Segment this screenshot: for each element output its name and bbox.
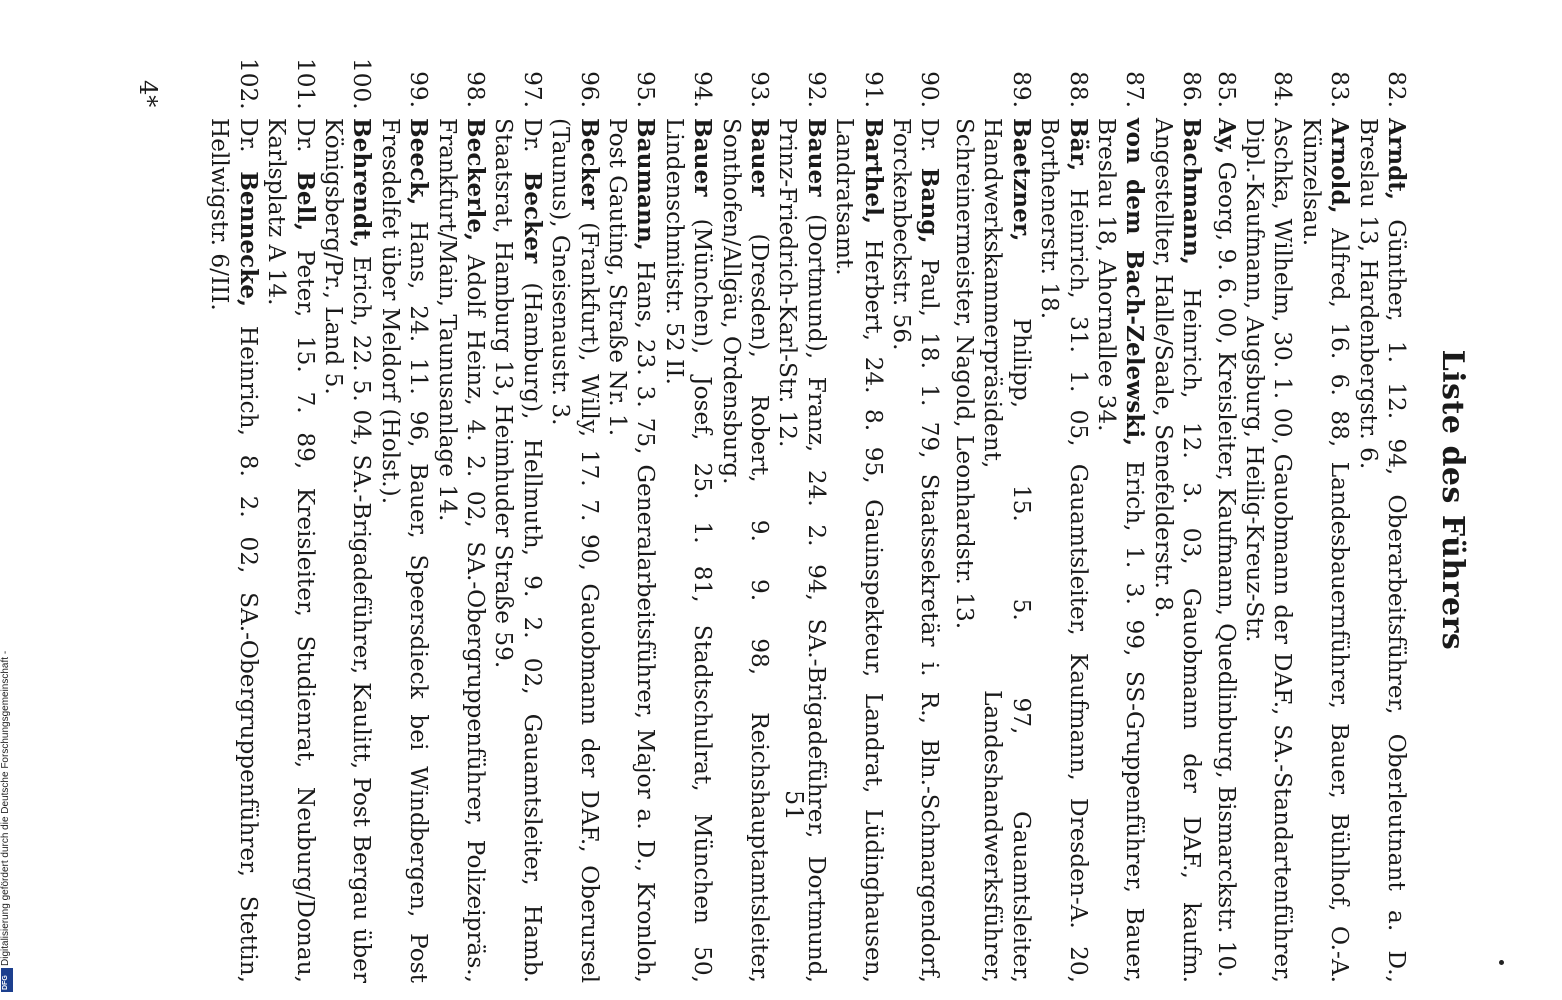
entry-details: Heinrich, 12. 3. 03, Gauobmann der DAF., kaufm. Angestellter, Halle/Saale, Senefelderstr. 8. [1149, 118, 1206, 983]
entry-details: (Frankfurt), Willy, 17. 7. 90, Gauobmann der DAF., Oberursel (Taunus), Gneisenaustr. 3. [547, 118, 603, 983]
entry-surname: Bauer [802, 118, 830, 197]
entry-number: 99. [405, 71, 433, 108]
entry-text [262, 112, 319, 983]
entry-details: Herbert, 24. 8. 95, Gauinspekteur, Landrat, Lüdinghausen, Landratsamt. [831, 118, 887, 983]
entry-surname: Bär, [1064, 118, 1092, 172]
entry-number: 102. [234, 58, 262, 110]
entry-details: (München), Josef, 25. 1. 81, Stadtschulrat, München 50, Lindenschmitstr. 52 II. [660, 118, 717, 983]
entry-details: Erich, 1. 3. 99, SS-Gruppenführer, Bauer, Breslau 18, Ahornallee 34. [1092, 118, 1149, 983]
entry-surname: Becker [575, 118, 603, 210]
list-entry [603, 58, 660, 983]
entry-text [205, 112, 262, 983]
entry-surname: Behrendt, [348, 118, 376, 249]
entry-number: 92. [802, 71, 830, 108]
entry-text [659, 112, 716, 983]
list-entry [1240, 58, 1297, 983]
entry-text [319, 112, 376, 983]
entry-surname: Arnold, [1326, 118, 1354, 214]
entry-details: Hans, 24. 11. 96, Bauer, Speersdieck bei Windbergen, Post Fresdelfet über Meldorf (Holst.). [376, 118, 433, 983]
list-entry [546, 58, 603, 983]
entry-details: Heinrich, 8. 2. 02, SA.-Obergruppenführer, Stettin, Hellwigstr. 6/III. [206, 118, 262, 983]
digitization-note-text: Digitalisierung gefördert durch die Deutsche Forschungsgemeinschaft - [0, 650, 11, 966]
entry-text [1148, 112, 1205, 983]
entry-text [1035, 112, 1092, 983]
entry-number: 86. [1178, 71, 1206, 108]
list-entry [489, 58, 546, 983]
list-entry [830, 58, 887, 983]
entry-surname: Bauer [689, 118, 717, 197]
list-entry [716, 58, 773, 983]
list-entry [1296, 58, 1353, 983]
entry-number: 95. [632, 71, 660, 108]
entry-details: Peter, 15. 7. 89, Kreisleiter, Studienrat, Neuburg/Donau, Karlsplatz A 14. [263, 118, 319, 983]
entry-text [1211, 112, 1239, 983]
entry-details: Paul, 18. 1. 79, Staatssekretär i. R., Bln.-Schmargendorf, Forckenbeckstr. 56. [888, 118, 944, 984]
entry-surname: Baetzner, [1007, 118, 1035, 242]
list-entry [375, 58, 432, 983]
entry-text [603, 112, 660, 983]
entry-number: 100. [348, 58, 376, 110]
entry-text [830, 112, 887, 983]
entry-surname: Bennecke, [234, 171, 262, 308]
entry-number: 93. [746, 71, 774, 108]
entry-details: Alfred, 16. 6. 88, Landesbauernführer, Bauer, Bühlhof, O.-A. Künzelsau. [1297, 118, 1354, 983]
entry-text [432, 112, 489, 983]
list-entry [950, 58, 1035, 983]
entry-number: 90. [916, 71, 944, 108]
entry-text [489, 112, 546, 983]
entry-number: 83. [1326, 71, 1354, 108]
entry-number: 91. [859, 71, 887, 108]
list-entry [1092, 58, 1149, 983]
entry-text [950, 112, 1035, 983]
entry-number: 101. [291, 58, 319, 110]
entry-number: 89. [1007, 71, 1035, 108]
list-entry [319, 58, 376, 983]
list-entry [1035, 58, 1092, 983]
entry-number: 96. [575, 71, 603, 108]
entry-surname: Becker [518, 171, 546, 264]
entry-text [375, 112, 432, 983]
entry-surname: Arndt, [1383, 118, 1410, 201]
list-entry [1211, 58, 1239, 983]
entry-details: Hans, 23. 3. 75, Generalarbeitsführer, Major a. D., Kronloh, Post Gauting, Straße Nr. 1. [604, 118, 660, 983]
entry-details: (Hamburg), Hellmuth, 9. 2. 02, Gauamtsleiter, Hamb. Staatsrat, Hamburg 13, Heimhuder Straße 59. [490, 118, 546, 984]
entry-text [1353, 112, 1410, 983]
list-entry [432, 58, 489, 983]
entry-surname: Baumann, [632, 118, 660, 251]
entry-prefix: Dr. [291, 118, 319, 172]
entry-number: 85. [1212, 71, 1240, 108]
entry-text [1296, 112, 1353, 983]
entry-text [887, 112, 944, 983]
entry-prefix: Dr. [916, 118, 944, 168]
digitization-note [0, 606, 14, 994]
entry-text [716, 112, 773, 983]
entry-text [773, 112, 830, 983]
entry-text [1240, 112, 1297, 983]
entry-number: 84. [1269, 71, 1297, 108]
entry-details: Erich, 22. 5. 04, SA.-Brigadeführer, Kaulitt, Post Bergau über Königsberg/Pr., Land 5. [319, 118, 376, 983]
dfg-logo [1, 968, 13, 992]
entry-list [205, 58, 1410, 983]
entry-details: Georg, 9. 6. 00, Kreisleiter, Kaufmann, Quedlinburg, Bismarckstr. 10. [1212, 154, 1240, 978]
entry-number: 88. [1064, 71, 1092, 108]
entry-number: 82. [1383, 71, 1410, 108]
entry-surname: Beeck, [405, 118, 433, 206]
list-entry [1353, 58, 1410, 983]
list-entry [659, 58, 716, 983]
list-entry [262, 58, 319, 983]
entry-surname: Bang, [916, 167, 944, 244]
entry-text [546, 112, 603, 983]
entry-number: 97. [518, 71, 546, 108]
entry-details: Heinrich, 31. 1. 05, Gauamtsleiter, Kaufmann, Dresden-A. 20, Borthenerstr. 18. [1036, 118, 1092, 983]
ink-speck [1499, 960, 1504, 965]
entry-surname: Barthel, [859, 118, 887, 225]
entry-details: Philipp, 15. 5. 97, Gauamtsleiter, Handwerkskammerpräsident, Landeshandwerksführer, Schreinermeister, Nagold, Leonhardstr. 13. [950, 118, 1035, 983]
dfg-logo-text: DFG [2, 975, 9, 990]
list-entry [1148, 58, 1205, 983]
entry-details: Adolf Heinz, 4. 2. 02, SA.-Obergruppenführer, Polizeipräs., Frankfurt/Main, Taunusanlage 14. [433, 118, 489, 983]
entry-prefix: Dr. [518, 118, 546, 172]
entry-surname: Ay, [1212, 118, 1240, 155]
entry-prefix: Aschka, Wilhelm, 30. 1. 00, Gauobmann der DAF., SA.-Standartenführer, Dipl.-Kaufmann, Augsburg, Heilig-Kreuz-Str. [1240, 118, 1297, 983]
entry-surname: Bell, [291, 171, 319, 232]
list-entry [205, 58, 262, 983]
entry-surname: Bachmann, [1178, 118, 1206, 265]
entry-surname: von dem Bach-Zelewski, [1121, 118, 1149, 447]
entry-text [1092, 112, 1149, 983]
entry-details: (Dresden), Robert, 9. 9. 98, Reichshauptamtsleiter, Sonthofen/Allgäu, Ordensburg. [717, 118, 774, 983]
entry-details: (Dortmund), Franz, 24. 2. 94, SA.-Brigadeführer, Dortmund, Prinz-Friedrich-Karl-Str. 12. [774, 118, 830, 983]
entry-surname: Bauer [746, 118, 774, 197]
list-entry [887, 58, 944, 983]
running-head: Liste des Führers [1435, 349, 1470, 651]
entry-details: Günther, 1. 12. 94, Oberarbeitsführer, Oberleutnant a. D., Breslau 13, Hardenbergstr. 6. [1354, 118, 1410, 983]
page-number: 51 [780, 790, 808, 821]
entry-number: 94. [689, 71, 717, 108]
entry-number: 98. [462, 71, 489, 108]
entry-surname: Beckerle, [462, 118, 489, 242]
signature-mark: 4* [134, 80, 162, 108]
list-entry [773, 58, 830, 983]
entry-number: 87. [1121, 71, 1149, 108]
entry-prefix: Dr. [234, 118, 262, 172]
